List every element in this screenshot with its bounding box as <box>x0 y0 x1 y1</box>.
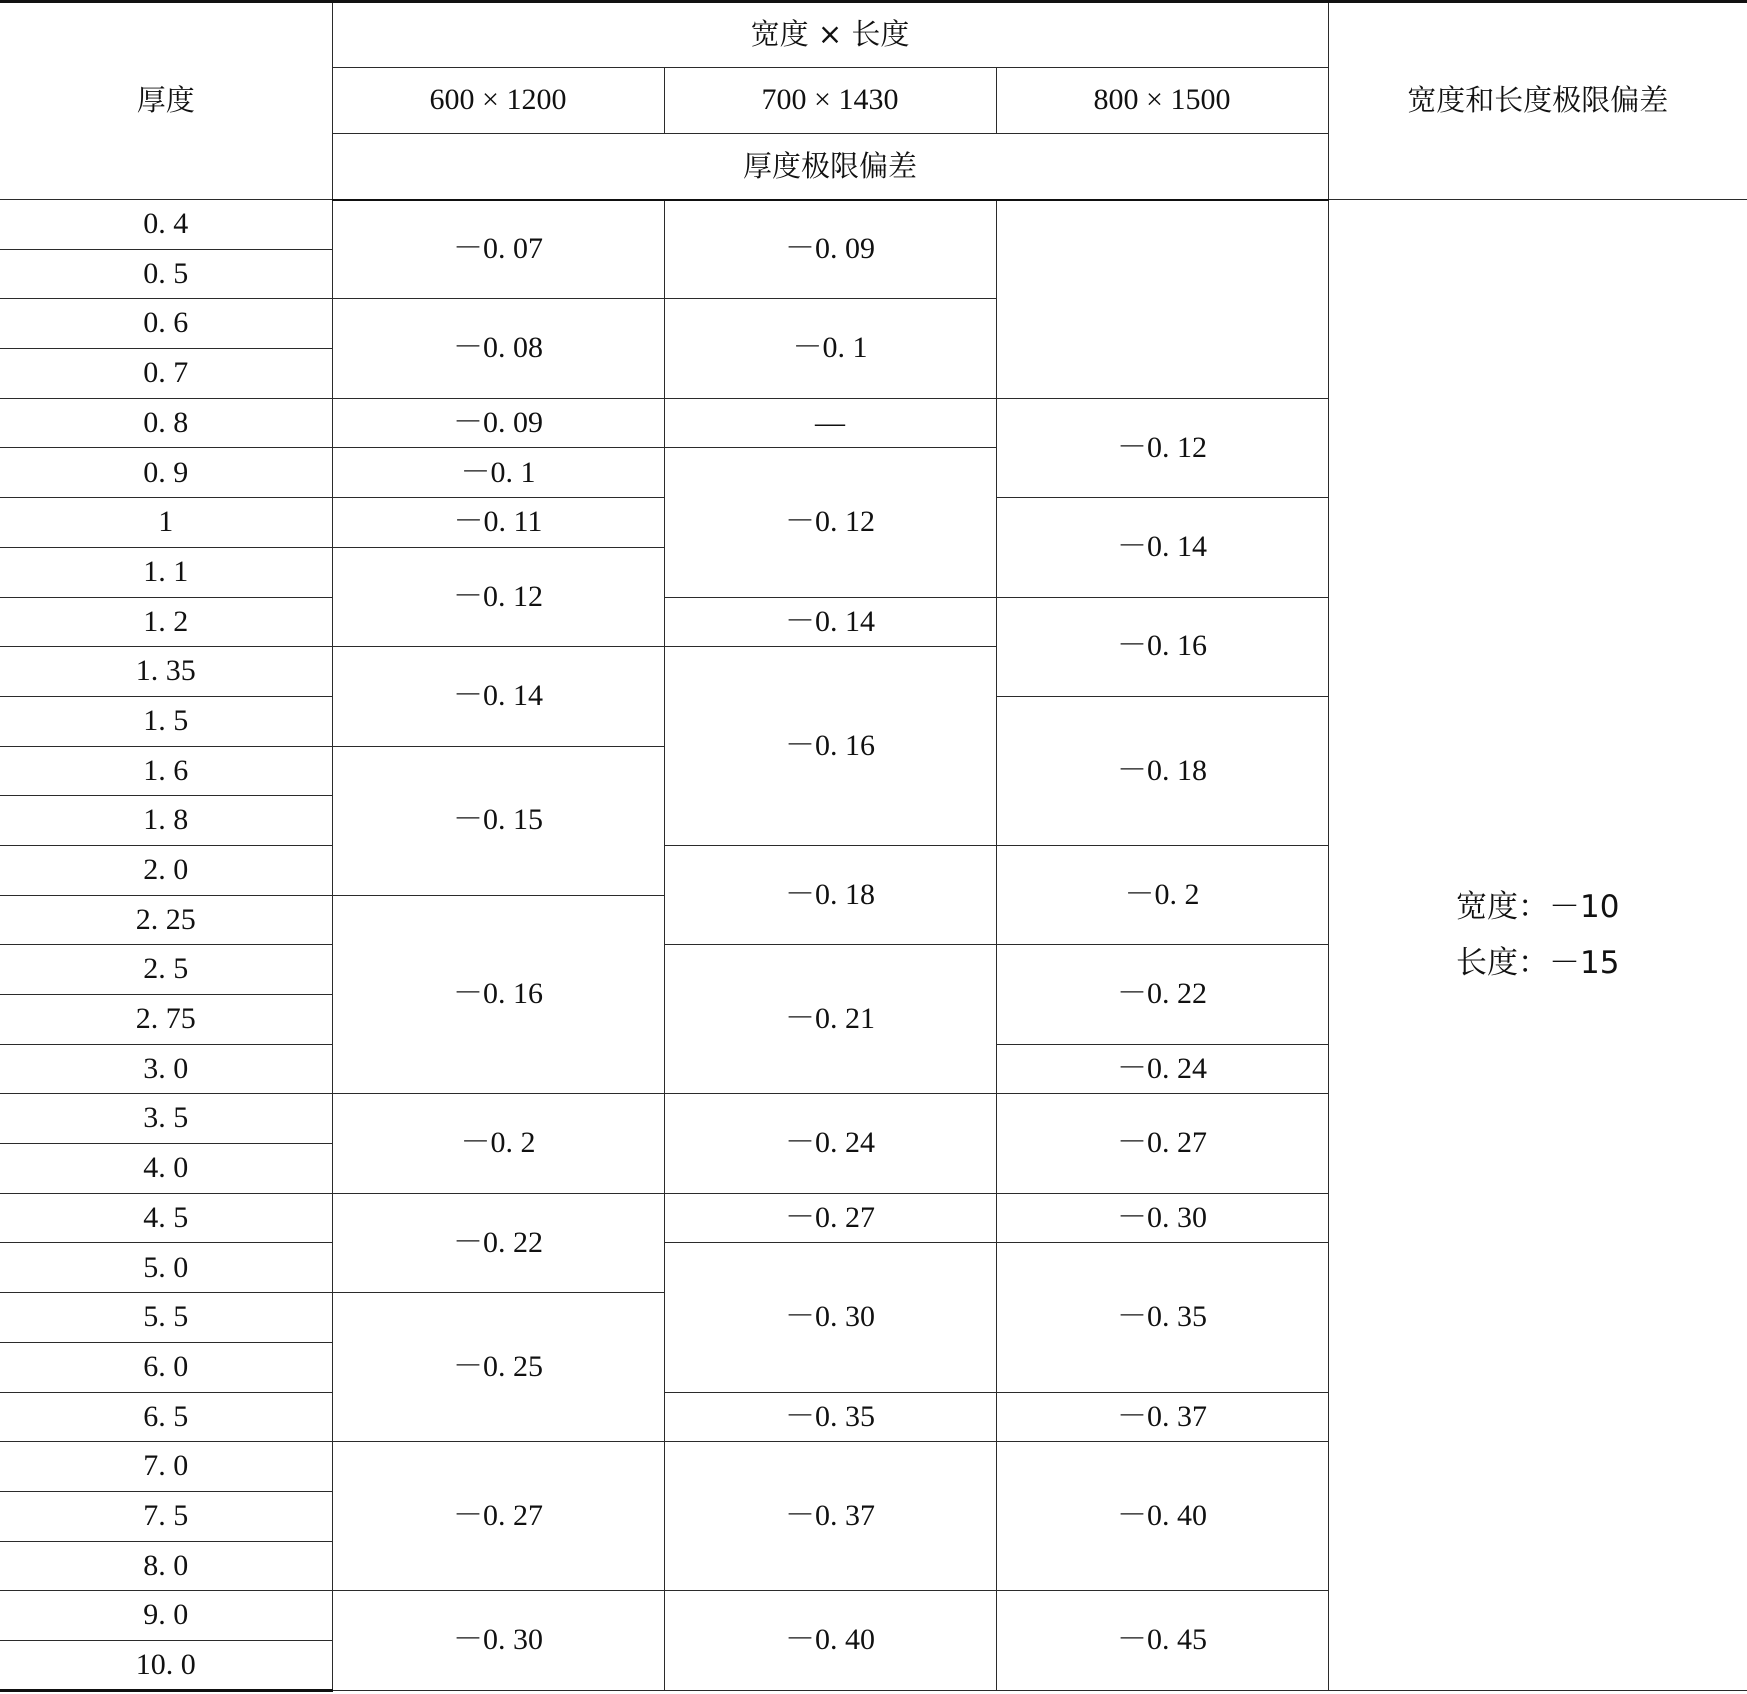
thickness-cell: 7. 5 <box>0 1491 332 1541</box>
thickness-cell: 8. 0 <box>0 1541 332 1591</box>
deviation-cell-800: －0. 24 <box>996 1044 1328 1094</box>
thickness-cell: 4. 0 <box>0 1144 332 1194</box>
deviation-cell-700: －0. 12 <box>664 448 996 597</box>
width-length-limits-cell <box>1328 200 1747 1691</box>
deviation-cell-700: －0. 09 <box>664 200 996 299</box>
thickness-cell: 1 <box>0 498 332 548</box>
deviation-cell-600: －0. 1 <box>332 448 664 498</box>
deviation-cell-800: －0. 2 <box>996 845 1328 944</box>
deviation-cell-700: — <box>664 398 996 448</box>
thickness-cell: 1. 5 <box>0 696 332 746</box>
header-size-700x1430: 700 × 1430 <box>664 68 996 134</box>
thickness-cell: 0. 8 <box>0 398 332 448</box>
thickness-cell: 10. 0 <box>0 1640 332 1690</box>
width-limit: 宽度：－10 <box>1456 889 1620 925</box>
deviation-cell-800: －0. 22 <box>996 945 1328 1044</box>
thickness-cell: 4. 5 <box>0 1193 332 1243</box>
deviation-cell-800: －0. 16 <box>996 597 1328 696</box>
header-size-800x1500: 800 × 1500 <box>996 68 1328 134</box>
deviation-cell-700: －0. 24 <box>664 1094 996 1193</box>
thickness-cell: 0. 5 <box>0 249 332 299</box>
header-size-group: 宽度 × 长度 <box>332 2 1328 68</box>
thickness-cell: 2. 0 <box>0 845 332 895</box>
deviation-cell-800: －0. 27 <box>996 1094 1328 1193</box>
deviation-cell-800 <box>996 200 1328 399</box>
deviation-cell-700: －0. 1 <box>664 299 996 398</box>
thickness-cell: 3. 5 <box>0 1094 332 1144</box>
deviation-cell-600: －0. 11 <box>332 498 664 548</box>
deviation-cell-800: －0. 35 <box>996 1243 1328 1392</box>
deviation-cell-800: －0. 40 <box>996 1442 1328 1591</box>
length-limit: 长度：－15 <box>1456 944 1620 981</box>
thickness-cell: 0. 4 <box>0 200 332 250</box>
deviation-cell-600: －0. 15 <box>332 746 664 895</box>
thickness-cell: 2. 5 <box>0 945 332 995</box>
thickness-cell: 1. 2 <box>0 597 332 647</box>
deviation-cell-700: －0. 37 <box>664 1442 996 1591</box>
header-thickness: 厚度 <box>0 2 332 200</box>
header-width-length-deviation: 宽度和长度极限偏差 <box>1328 2 1747 200</box>
header-thickness-deviation: 厚度极限偏差 <box>332 134 1328 200</box>
thickness-cell: 1. 1 <box>0 547 332 597</box>
deviation-cell-600: －0. 12 <box>332 547 664 646</box>
deviation-cell-600: －0. 30 <box>332 1591 664 1691</box>
thickness-cell: 1. 35 <box>0 647 332 697</box>
deviation-cell-700: －0. 27 <box>664 1193 996 1243</box>
deviation-cell-700: －0. 16 <box>664 647 996 846</box>
deviation-cell-600: －0. 22 <box>332 1193 664 1292</box>
deviation-cell-600: －0. 2 <box>332 1094 664 1193</box>
thickness-cell: 1. 6 <box>0 746 332 796</box>
deviation-cell-700: －0. 18 <box>664 845 996 944</box>
thickness-cell: 5. 5 <box>0 1293 332 1343</box>
deviation-cell-600: －0. 16 <box>332 895 664 1094</box>
header-size-600x1200: 600 × 1200 <box>332 68 664 134</box>
deviation-cell-700: －0. 21 <box>664 945 996 1094</box>
thickness-cell: 7. 0 <box>0 1442 332 1492</box>
thickness-cell: 2. 25 <box>0 895 332 945</box>
deviation-cell-700: －0. 35 <box>664 1392 996 1442</box>
deviation-cell-600: －0. 08 <box>332 299 664 398</box>
thickness-cell: 5. 0 <box>0 1243 332 1293</box>
deviation-cell-600: －0. 14 <box>332 647 664 746</box>
thickness-cell: 6. 0 <box>0 1342 332 1392</box>
limits-note <box>1456 880 1619 992</box>
thickness-cell: 0. 7 <box>0 349 332 399</box>
deviation-cell-600: －0. 27 <box>332 1442 664 1591</box>
deviation-cell-800: －0. 45 <box>996 1591 1328 1691</box>
deviation-cell-600: －0. 07 <box>332 200 664 299</box>
deviation-cell-700: －0. 30 <box>664 1243 996 1392</box>
deviation-cell-600: －0. 09 <box>332 398 664 448</box>
thickness-cell: 3. 0 <box>0 1044 332 1094</box>
thickness-cell: 0. 6 <box>0 299 332 349</box>
deviation-cell-800: －0. 37 <box>996 1392 1328 1442</box>
deviation-cell-800: －0. 14 <box>996 498 1328 597</box>
thickness-cell: 0. 9 <box>0 448 332 498</box>
thickness-cell: 6. 5 <box>0 1392 332 1442</box>
thickness-cell: 1. 8 <box>0 796 332 846</box>
deviation-cell-600: －0. 25 <box>332 1293 664 1442</box>
deviation-cell-700: －0. 14 <box>664 597 996 647</box>
deviation-cell-700: －0. 40 <box>664 1591 996 1691</box>
thickness-cell: 9. 0 <box>0 1591 332 1641</box>
thickness-cell: 2. 75 <box>0 995 332 1045</box>
deviation-cell-800: －0. 30 <box>996 1193 1328 1243</box>
table-row <box>0 200 1747 250</box>
deviation-cell-800: －0. 18 <box>996 696 1328 845</box>
deviation-cell-800: －0. 12 <box>996 398 1328 497</box>
